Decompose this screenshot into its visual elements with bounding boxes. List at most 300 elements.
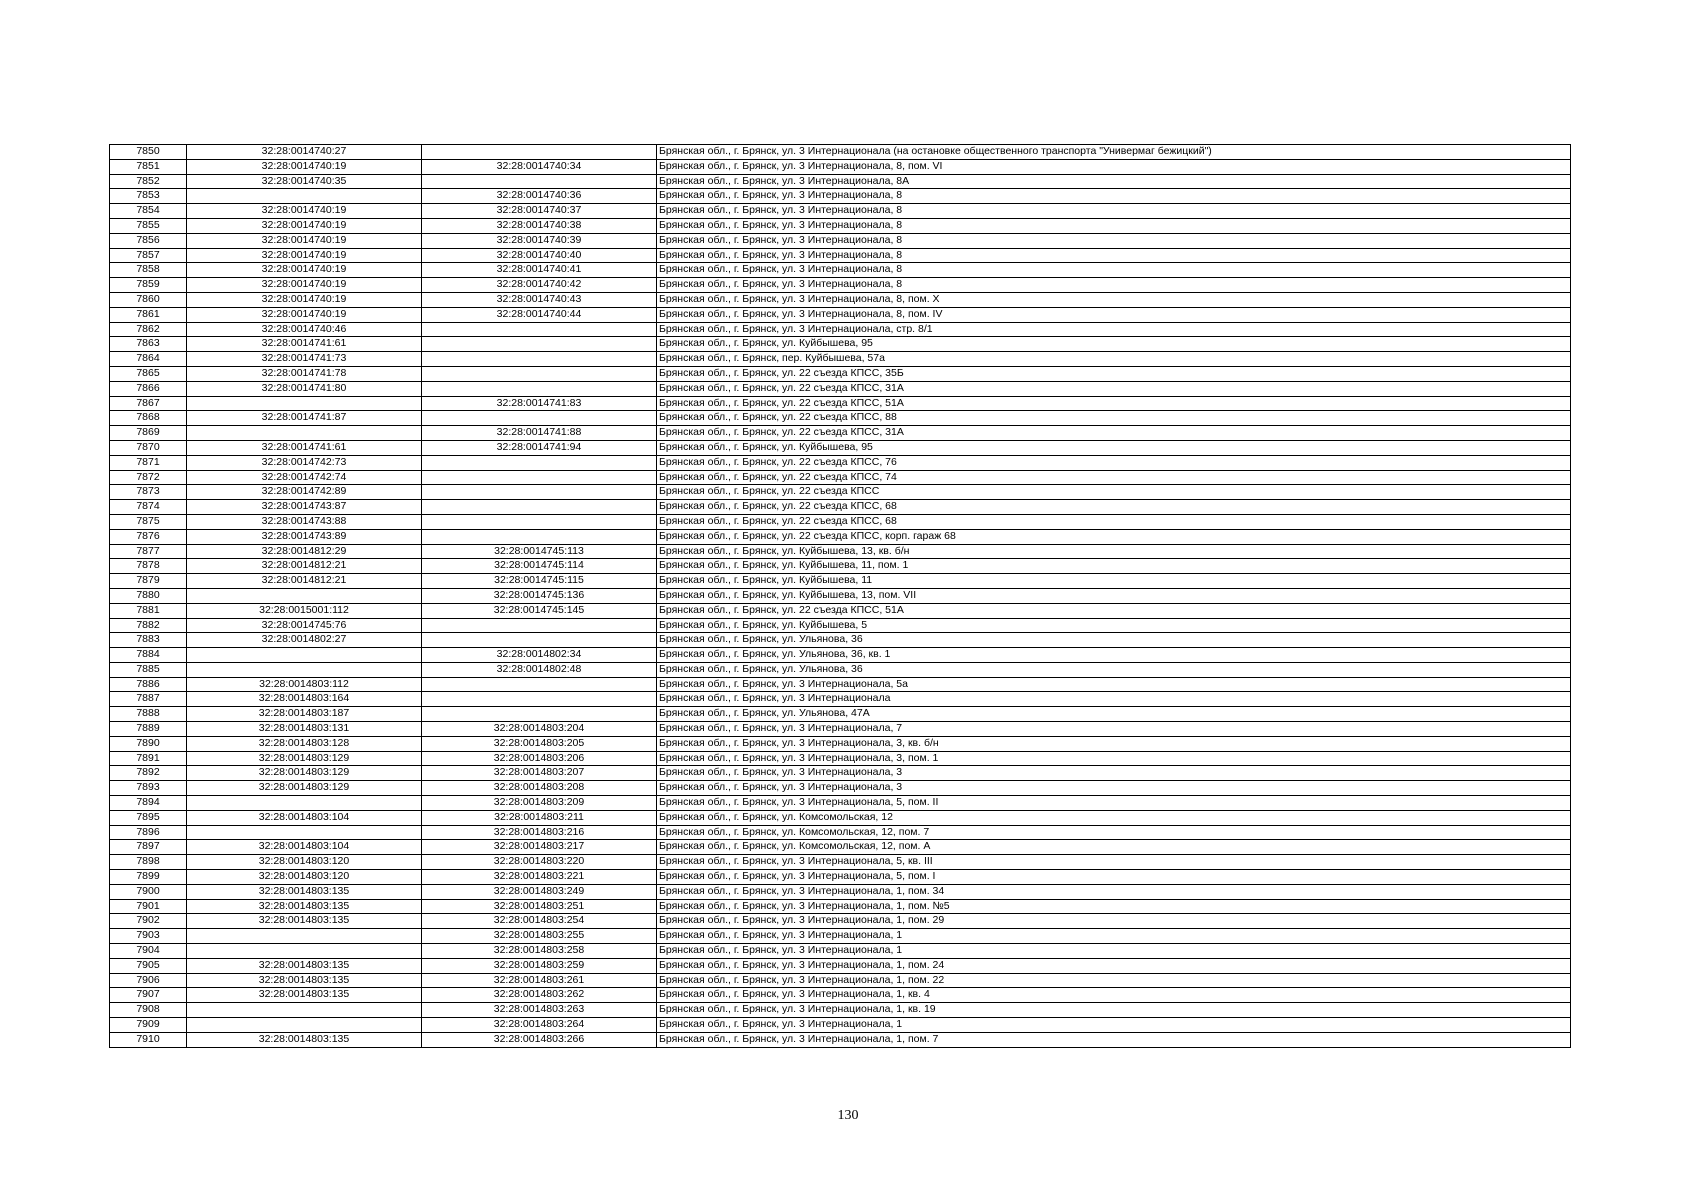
land-cadastral-number-cell: 32:28:0014740:27: [187, 145, 422, 160]
row-number-cell: 7854: [110, 204, 187, 219]
table-row: [110, 189, 1571, 204]
land-cadastral-number-cell: 32:28:0014741:61: [187, 337, 422, 352]
object-cadastral-number-cell: 32:28:0014745:113: [422, 544, 657, 559]
row-number-cell: 7881: [110, 603, 187, 618]
row-number-cell: 7862: [110, 322, 187, 337]
table-row: [110, 840, 1571, 855]
land-cadastral-number-cell: 32:28:0014812:21: [187, 574, 422, 589]
land-cadastral-number-cell: 32:28:0014740:19: [187, 263, 422, 278]
row-number-cell: 7898: [110, 855, 187, 870]
object-cadastral-number-cell: [422, 322, 657, 337]
land-cadastral-number-cell: 32:28:0014803:164: [187, 692, 422, 707]
land-cadastral-number-cell: 32:28:0014740:19: [187, 292, 422, 307]
table-row: [110, 514, 1571, 529]
table-row: [110, 396, 1571, 411]
table-row: [110, 899, 1571, 914]
row-number-cell: 7851: [110, 159, 187, 174]
address-cell: Брянская обл., г. Брянск, ул. 3 Интернационала, 1, пом. 24: [657, 958, 1571, 973]
address-cell: Брянская обл., г. Брянск, ул. Комсомольская, 12, пом. А: [657, 840, 1571, 855]
object-cadastral-number-cell: [422, 381, 657, 396]
address-cell: Брянская обл., г. Брянск, ул. 3 Интернационала, 8: [657, 204, 1571, 219]
table-row: [110, 766, 1571, 781]
land-cadastral-number-cell: [187, 588, 422, 603]
address-cell: Брянская обл., г. Брянск, ул. Куйбышева, 95: [657, 440, 1571, 455]
object-cadastral-number-cell: 32:28:0014803:255: [422, 929, 657, 944]
object-cadastral-number-cell: 32:28:0014740:36: [422, 189, 657, 204]
row-number-cell: 7860: [110, 292, 187, 307]
row-number-cell: 7859: [110, 278, 187, 293]
address-cell: Брянская обл., г. Брянск, ул. 22 съезда КПСС, 68: [657, 500, 1571, 515]
row-number-cell: 7870: [110, 440, 187, 455]
address-cell: Брянская обл., г. Брянск, ул. Куйбышева, 11, пом. 1: [657, 559, 1571, 574]
address-cell: Брянская обл., г. Брянск, ул. 3 Интернационала, 8: [657, 233, 1571, 248]
table-row: [110, 559, 1571, 574]
table-row: [110, 352, 1571, 367]
land-cadastral-number-cell: 32:28:0014803:120: [187, 855, 422, 870]
object-cadastral-number-cell: 32:28:0014803:206: [422, 751, 657, 766]
land-cadastral-number-cell: 32:28:0014745:76: [187, 618, 422, 633]
land-cadastral-number-cell: 32:28:0014741:87: [187, 411, 422, 426]
address-cell: Брянская обл., г. Брянск, ул. 3 Интернационала, 8, пом. IV: [657, 307, 1571, 322]
table-row: [110, 337, 1571, 352]
object-cadastral-number-cell: [422, 366, 657, 381]
address-cell: Брянская обл., г. Брянск, ул. 3 Интернационала, 1, кв. 4: [657, 988, 1571, 1003]
row-number-cell: 7880: [110, 588, 187, 603]
table-row: [110, 500, 1571, 515]
land-cadastral-number-cell: [187, 426, 422, 441]
row-number-cell: 7876: [110, 529, 187, 544]
table-row: [110, 529, 1571, 544]
address-cell: Брянская обл., г. Брянск, ул. Ульянова, 36, кв. 1: [657, 648, 1571, 663]
table-row: [110, 455, 1571, 470]
land-cadastral-number-cell: 32:28:0014742:73: [187, 455, 422, 470]
object-cadastral-number-cell: 32:28:0014740:38: [422, 218, 657, 233]
land-cadastral-number-cell: [187, 825, 422, 840]
registry-table: [109, 144, 1571, 1048]
table-row: [110, 707, 1571, 722]
table-row: [110, 988, 1571, 1003]
address-cell: Брянская обл., г. Брянск, ул. 3 Интернационала, 8: [657, 263, 1571, 278]
land-cadastral-number-cell: 32:28:0014740:19: [187, 278, 422, 293]
table-row: [110, 292, 1571, 307]
row-number-cell: 7896: [110, 825, 187, 840]
land-cadastral-number-cell: 32:28:0014740:19: [187, 233, 422, 248]
table-row: [110, 544, 1571, 559]
land-cadastral-number-cell: 32:28:0014803:135: [187, 914, 422, 929]
object-cadastral-number-cell: [422, 485, 657, 500]
land-cadastral-number-cell: 32:28:0014743:89: [187, 529, 422, 544]
address-cell: Брянская обл., г. Брянск, ул. 3 Интернационала, 1, пом. №5: [657, 899, 1571, 914]
row-number-cell: 7903: [110, 929, 187, 944]
table-row: [110, 751, 1571, 766]
object-cadastral-number-cell: 32:28:0014740:44: [422, 307, 657, 322]
row-number-cell: 7886: [110, 677, 187, 692]
row-number-cell: 7895: [110, 810, 187, 825]
address-cell: Брянская обл., г. Брянск, ул. Ульянова, 36: [657, 662, 1571, 677]
table-row: [110, 174, 1571, 189]
land-cadastral-number-cell: 32:28:0014741:73: [187, 352, 422, 367]
object-cadastral-number-cell: 32:28:0014745:115: [422, 574, 657, 589]
object-cadastral-number-cell: 32:28:0014740:43: [422, 292, 657, 307]
row-number-cell: 7885: [110, 662, 187, 677]
table-row: [110, 411, 1571, 426]
address-cell: Брянская обл., г. Брянск, ул. Ульянова, 47А: [657, 707, 1571, 722]
row-number-cell: 7882: [110, 618, 187, 633]
table-row: [110, 914, 1571, 929]
address-cell: Брянская обл., г. Брянск, ул. 3 Интернационала, стр. 8/1: [657, 322, 1571, 337]
land-cadastral-number-cell: 32:28:0014812:29: [187, 544, 422, 559]
object-cadastral-number-cell: 32:28:0014745:145: [422, 603, 657, 618]
land-cadastral-number-cell: 32:28:0014803:131: [187, 722, 422, 737]
land-cadastral-number-cell: 32:28:0014803:112: [187, 677, 422, 692]
registry-table-body: [110, 145, 1571, 1048]
object-cadastral-number-cell: 32:28:0014803:263: [422, 1003, 657, 1018]
object-cadastral-number-cell: [422, 633, 657, 648]
row-number-cell: 7850: [110, 145, 187, 160]
object-cadastral-number-cell: [422, 470, 657, 485]
object-cadastral-number-cell: 32:28:0014740:34: [422, 159, 657, 174]
address-cell: Брянская обл., г. Брянск, ул. Комсомольская, 12: [657, 810, 1571, 825]
land-cadastral-number-cell: 32:28:0014803:129: [187, 781, 422, 796]
object-cadastral-number-cell: 32:28:0014740:40: [422, 248, 657, 263]
table-row: [110, 159, 1571, 174]
object-cadastral-number-cell: [422, 411, 657, 426]
row-number-cell: 7879: [110, 574, 187, 589]
table-row: [110, 426, 1571, 441]
object-cadastral-number-cell: 32:28:0014803:221: [422, 870, 657, 885]
row-number-cell: 7888: [110, 707, 187, 722]
land-cadastral-number-cell: [187, 396, 422, 411]
address-cell: Брянская обл., г. Брянск, ул. 22 съезда КПСС, 51А: [657, 396, 1571, 411]
address-cell: Брянская обл., г. Брянск, ул. 22 съезда КПСС, 31А: [657, 426, 1571, 441]
address-cell: Брянская обл., г. Брянск, ул. 3 Интернационала, 1: [657, 929, 1571, 944]
land-cadastral-number-cell: 32:28:0014812:21: [187, 559, 422, 574]
address-cell: Брянская обл., г. Брянск, ул. 3 Интернационала, 5а: [657, 677, 1571, 692]
table-row: [110, 1018, 1571, 1033]
object-cadastral-number-cell: [422, 352, 657, 367]
row-number-cell: 7899: [110, 870, 187, 885]
row-number-cell: 7869: [110, 426, 187, 441]
land-cadastral-number-cell: 32:28:0014803:135: [187, 988, 422, 1003]
land-cadastral-number-cell: 32:28:0014803:120: [187, 870, 422, 885]
row-number-cell: 7905: [110, 958, 187, 973]
row-number-cell: 7897: [110, 840, 187, 855]
object-cadastral-number-cell: 32:28:0014741:83: [422, 396, 657, 411]
object-cadastral-number-cell: 32:28:0014741:88: [422, 426, 657, 441]
row-number-cell: 7856: [110, 233, 187, 248]
table-row: [110, 825, 1571, 840]
land-cadastral-number-cell: 32:28:0014741:80: [187, 381, 422, 396]
row-number-cell: 7855: [110, 218, 187, 233]
land-cadastral-number-cell: 32:28:0014803:135: [187, 899, 422, 914]
land-cadastral-number-cell: 32:28:0014803:129: [187, 766, 422, 781]
land-cadastral-number-cell: 32:28:0014740:19: [187, 159, 422, 174]
object-cadastral-number-cell: 32:28:0014803:254: [422, 914, 657, 929]
object-cadastral-number-cell: 32:28:0014803:264: [422, 1018, 657, 1033]
table-row: [110, 618, 1571, 633]
row-number-cell: 7884: [110, 648, 187, 663]
address-cell: Брянская обл., г. Брянск, ул. 3 Интернационала, 1, пом. 29: [657, 914, 1571, 929]
row-number-cell: 7887: [110, 692, 187, 707]
address-cell: Брянская обл., г. Брянск, ул. 3 Интернационала, 3: [657, 766, 1571, 781]
table-row: [110, 958, 1571, 973]
row-number-cell: 7874: [110, 500, 187, 515]
table-row: [110, 307, 1571, 322]
table-row: [110, 677, 1571, 692]
address-cell: Брянская обл., г. Брянск, ул. 3 Интернационала, 8А: [657, 174, 1571, 189]
land-cadastral-number-cell: 32:28:0014743:88: [187, 514, 422, 529]
address-cell: Брянская обл., г. Брянск, ул. 22 съезда КПСС, корп. гараж 68: [657, 529, 1571, 544]
table-row: [110, 796, 1571, 811]
table-row: [110, 588, 1571, 603]
address-cell: Брянская обл., г. Брянск, ул. 3 Интернационала, 8: [657, 278, 1571, 293]
address-cell: Брянская обл., г. Брянск, ул. 3 Интернационала, 1, пом. 34: [657, 884, 1571, 899]
row-number-cell: 7858: [110, 263, 187, 278]
land-cadastral-number-cell: [187, 662, 422, 677]
row-number-cell: 7866: [110, 381, 187, 396]
address-cell: Брянская обл., г. Брянск, ул. 3 Интернационала, 3, пом. 1: [657, 751, 1571, 766]
land-cadastral-number-cell: 32:28:0014803:135: [187, 973, 422, 988]
address-cell: Брянская обл., г. Брянск, ул. 22 съезда КПСС: [657, 485, 1571, 500]
address-cell: Брянская обл., г. Брянск, ул. 3 Интернационала, 8, пом. VI: [657, 159, 1571, 174]
object-cadastral-number-cell: [422, 529, 657, 544]
object-cadastral-number-cell: [422, 677, 657, 692]
table-row: [110, 603, 1571, 618]
table-row: [110, 263, 1571, 278]
address-cell: Брянская обл., г. Брянск, ул. 22 съезда КПСС, 35Б: [657, 366, 1571, 381]
object-cadastral-number-cell: 32:28:0014803:258: [422, 944, 657, 959]
address-cell: Брянская обл., г. Брянск, ул. 3 Интернационала, 7: [657, 722, 1571, 737]
row-number-cell: 7910: [110, 1032, 187, 1047]
row-number-cell: 7865: [110, 366, 187, 381]
land-cadastral-number-cell: 32:28:0014803:187: [187, 707, 422, 722]
land-cadastral-number-cell: 32:28:0014803:129: [187, 751, 422, 766]
land-cadastral-number-cell: 32:28:0014740:35: [187, 174, 422, 189]
table-row: [110, 662, 1571, 677]
land-cadastral-number-cell: [187, 1018, 422, 1033]
row-number-cell: 7852: [110, 174, 187, 189]
row-number-cell: 7872: [110, 470, 187, 485]
land-cadastral-number-cell: [187, 648, 422, 663]
object-cadastral-number-cell: [422, 174, 657, 189]
address-cell: Брянская обл., г. Брянск, ул. 3 Интернационала, 5, пом. I: [657, 870, 1571, 885]
land-cadastral-number-cell: 32:28:0014742:89: [187, 485, 422, 500]
table-row: [110, 381, 1571, 396]
land-cadastral-number-cell: 32:28:0014741:61: [187, 440, 422, 455]
land-cadastral-number-cell: 32:28:0014740:19: [187, 248, 422, 263]
table-row: [110, 233, 1571, 248]
address-cell: Брянская обл., г. Брянск, ул. 3 Интернационала, 3, кв. б/н: [657, 736, 1571, 751]
address-cell: Брянская обл., г. Брянск, ул. Куйбышева, 11: [657, 574, 1571, 589]
address-cell: Брянская обл., г. Брянск, ул. Куйбышева, 13, пом. VII: [657, 588, 1571, 603]
land-cadastral-number-cell: [187, 796, 422, 811]
row-number-cell: 7892: [110, 766, 187, 781]
object-cadastral-number-cell: [422, 500, 657, 515]
table-row: [110, 485, 1571, 500]
land-cadastral-number-cell: 32:28:0014740:19: [187, 204, 422, 219]
table-row: [110, 278, 1571, 293]
land-cadastral-number-cell: 32:28:0014802:27: [187, 633, 422, 648]
address-cell: Брянская обл., г. Брянск, ул. 3 Интернационала, 5, пом. II: [657, 796, 1571, 811]
address-cell: Брянская обл., г. Брянск, ул. Ульянова, 36: [657, 633, 1571, 648]
row-number-cell: 7877: [110, 544, 187, 559]
object-cadastral-number-cell: 32:28:0014740:39: [422, 233, 657, 248]
object-cadastral-number-cell: 32:28:0014740:42: [422, 278, 657, 293]
object-cadastral-number-cell: [422, 618, 657, 633]
table-row: [110, 440, 1571, 455]
table-row: [110, 781, 1571, 796]
land-cadastral-number-cell: 32:28:0014803:104: [187, 840, 422, 855]
object-cadastral-number-cell: 32:28:0014803:259: [422, 958, 657, 973]
object-cadastral-number-cell: [422, 707, 657, 722]
row-number-cell: 7863: [110, 337, 187, 352]
address-cell: Брянская обл., г. Брянск, ул. 3 Интернационала (на остановке общественного транспорта "Универмаг бежицкий"): [657, 145, 1571, 160]
address-cell: Брянская обл., г. Брянск, ул. 22 съезда КПСС, 51А: [657, 603, 1571, 618]
row-number-cell: 7904: [110, 944, 187, 959]
land-cadastral-number-cell: 32:28:0014803:135: [187, 958, 422, 973]
address-cell: Брянская обл., г. Брянск, ул. Куйбышева, 5: [657, 618, 1571, 633]
address-cell: Брянская обл., г. Брянск, ул. 22 съезда КПСС, 31А: [657, 381, 1571, 396]
address-cell: Брянская обл., г. Брянск, ул. 3 Интернационала, 1: [657, 1018, 1571, 1033]
row-number-cell: 7908: [110, 1003, 187, 1018]
table-row: [110, 248, 1571, 263]
land-cadastral-number-cell: 32:28:0014740:46: [187, 322, 422, 337]
row-number-cell: 7907: [110, 988, 187, 1003]
land-cadastral-number-cell: 32:28:0014803:128: [187, 736, 422, 751]
object-cadastral-number-cell: 32:28:0014803:209: [422, 796, 657, 811]
object-cadastral-number-cell: 32:28:0014803:251: [422, 899, 657, 914]
row-number-cell: 7868: [110, 411, 187, 426]
object-cadastral-number-cell: 32:28:0014803:211: [422, 810, 657, 825]
address-cell: Брянская обл., г. Брянск, ул. Комсомольская, 12, пом. 7: [657, 825, 1571, 840]
land-cadastral-number-cell: 32:28:0014803:135: [187, 1032, 422, 1047]
land-cadastral-number-cell: 32:28:0014803:135: [187, 884, 422, 899]
row-number-cell: 7867: [110, 396, 187, 411]
object-cadastral-number-cell: 32:28:0014803:217: [422, 840, 657, 855]
land-cadastral-number-cell: 32:28:0014740:19: [187, 307, 422, 322]
table-row: [110, 648, 1571, 663]
row-number-cell: 7889: [110, 722, 187, 737]
table-row: [110, 884, 1571, 899]
object-cadastral-number-cell: 32:28:0014740:37: [422, 204, 657, 219]
address-cell: Брянская обл., г. Брянск, ул. 3 Интернационала, 1, кв. 19: [657, 1003, 1571, 1018]
address-cell: Брянская обл., г. Брянск, ул. 3 Интернационала, 8, пом. X: [657, 292, 1571, 307]
object-cadastral-number-cell: 32:28:0014803:207: [422, 766, 657, 781]
land-cadastral-number-cell: 32:28:0014803:104: [187, 810, 422, 825]
address-cell: Брянская обл., г. Брянск, ул. 22 съезда КПСС, 74: [657, 470, 1571, 485]
table-row: [110, 366, 1571, 381]
table-row: [110, 633, 1571, 648]
address-cell: Брянская обл., г. Брянск, ул. 3 Интернационала, 1, пом. 22: [657, 973, 1571, 988]
object-cadastral-number-cell: 32:28:0014803:266: [422, 1032, 657, 1047]
land-cadastral-number-cell: [187, 189, 422, 204]
table-row: [110, 722, 1571, 737]
object-cadastral-number-cell: 32:28:0014803:262: [422, 988, 657, 1003]
table-row: [110, 944, 1571, 959]
table-row: [110, 322, 1571, 337]
table-row: [110, 145, 1571, 160]
address-cell: Брянская обл., г. Брянск, ул. 3 Интернационала, 8: [657, 248, 1571, 263]
row-number-cell: 7894: [110, 796, 187, 811]
object-cadastral-number-cell: [422, 514, 657, 529]
table-row: [110, 218, 1571, 233]
table-row: [110, 692, 1571, 707]
row-number-cell: 7864: [110, 352, 187, 367]
table-row: [110, 973, 1571, 988]
address-cell: Брянская обл., г. Брянск, ул. 22 съезда КПСС, 76: [657, 455, 1571, 470]
address-cell: Брянская обл., г. Брянск, ул. 3 Интернационала, 3: [657, 781, 1571, 796]
land-cadastral-number-cell: 32:28:0014742:74: [187, 470, 422, 485]
row-number-cell: 7857: [110, 248, 187, 263]
table-row: [110, 204, 1571, 219]
table-row: [110, 870, 1571, 885]
row-number-cell: 7893: [110, 781, 187, 796]
object-cadastral-number-cell: [422, 145, 657, 160]
table-row: [110, 736, 1571, 751]
address-cell: Брянская обл., г. Брянск, ул. 3 Интернационала, 5, кв. III: [657, 855, 1571, 870]
row-number-cell: 7853: [110, 189, 187, 204]
row-number-cell: 7878: [110, 559, 187, 574]
object-cadastral-number-cell: [422, 337, 657, 352]
row-number-cell: 7873: [110, 485, 187, 500]
table-row: [110, 855, 1571, 870]
object-cadastral-number-cell: 32:28:0014741:94: [422, 440, 657, 455]
address-cell: Брянская обл., г. Брянск, ул. 22 съезда КПСС, 88: [657, 411, 1571, 426]
row-number-cell: 7883: [110, 633, 187, 648]
row-number-cell: 7861: [110, 307, 187, 322]
address-cell: Брянская обл., г. Брянск, пер. Куйбышева, 57а: [657, 352, 1571, 367]
land-cadastral-number-cell: 32:28:0014741:78: [187, 366, 422, 381]
table-row: [110, 1032, 1571, 1047]
object-cadastral-number-cell: 32:28:0014803:205: [422, 736, 657, 751]
row-number-cell: 7906: [110, 973, 187, 988]
land-cadastral-number-cell: [187, 944, 422, 959]
row-number-cell: 7891: [110, 751, 187, 766]
object-cadastral-number-cell: 32:28:0014740:41: [422, 263, 657, 278]
row-number-cell: 7900: [110, 884, 187, 899]
address-cell: Брянская обл., г. Брянск, ул. Куйбышева, 13, кв. б/н: [657, 544, 1571, 559]
object-cadastral-number-cell: 32:28:0014803:220: [422, 855, 657, 870]
land-cadastral-number-cell: [187, 929, 422, 944]
address-cell: Брянская обл., г. Брянск, ул. 3 Интернационала, 8: [657, 218, 1571, 233]
address-cell: Брянская обл., г. Брянск, ул. 3 Интернационала, 8: [657, 189, 1571, 204]
table-row: [110, 574, 1571, 589]
land-cadastral-number-cell: 32:28:0014743:87: [187, 500, 422, 515]
row-number-cell: 7875: [110, 514, 187, 529]
object-cadastral-number-cell: [422, 455, 657, 470]
address-cell: Брянская обл., г. Брянск, ул. 3 Интернационала, 1: [657, 944, 1571, 959]
address-cell: Брянская обл., г. Брянск, ул. Куйбышева, 95: [657, 337, 1571, 352]
row-number-cell: 7890: [110, 736, 187, 751]
address-cell: Брянская обл., г. Брянск, ул. 22 съезда КПСС, 68: [657, 514, 1571, 529]
table-row: [110, 929, 1571, 944]
row-number-cell: 7909: [110, 1018, 187, 1033]
object-cadastral-number-cell: 32:28:0014803:208: [422, 781, 657, 796]
object-cadastral-number-cell: 32:28:0014802:48: [422, 662, 657, 677]
table-row: [110, 1003, 1571, 1018]
land-cadastral-number-cell: 32:28:0014740:19: [187, 218, 422, 233]
address-cell: Брянская обл., г. Брянск, ул. 3 Интернационала, 1, пом. 7: [657, 1032, 1571, 1047]
row-number-cell: 7871: [110, 455, 187, 470]
object-cadastral-number-cell: 32:28:0014803:261: [422, 973, 657, 988]
object-cadastral-number-cell: 32:28:0014802:34: [422, 648, 657, 663]
table-row: [110, 810, 1571, 825]
object-cadastral-number-cell: 32:28:0014803:216: [422, 825, 657, 840]
object-cadastral-number-cell: 32:28:0014803:249: [422, 884, 657, 899]
land-cadastral-number-cell: 32:28:0015001:112: [187, 603, 422, 618]
object-cadastral-number-cell: 32:28:0014745:114: [422, 559, 657, 574]
address-cell: Брянская обл., г. Брянск, ул. 3 Интернационала: [657, 692, 1571, 707]
